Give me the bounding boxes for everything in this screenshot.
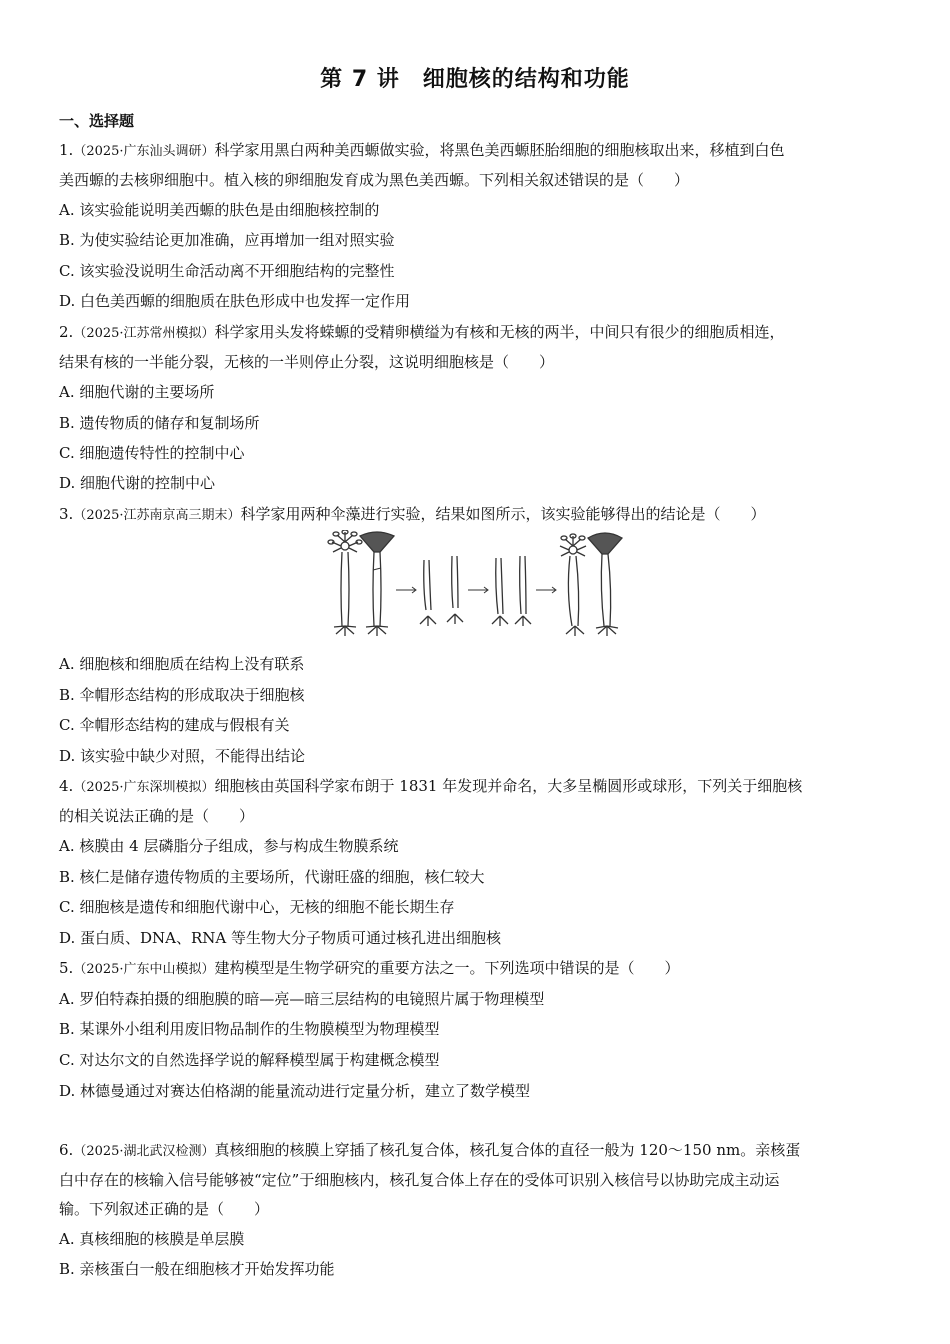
question-2-option-a: A. 细胞代谢的主要场所 bbox=[59, 383, 215, 401]
question-5-option-d: D. 林德曼通过对赛达伯格湖的能量流动进行定量分析，建立了数学模型 bbox=[59, 1082, 531, 1100]
question-2-stem: 2.（2025·江苏常州模拟）科学家用头发将蝾螈的受精卵横缢为有核和无核的两半，中间只有很少的细胞质相连， bbox=[59, 323, 785, 341]
acetabularia-figure bbox=[320, 530, 640, 642]
question-5-option-a: A. 罗伯特森拍摄的细胞膜的暗—亮—暗三层结构的电镜照片属于物理模型 bbox=[59, 990, 545, 1008]
alga-flower-cap bbox=[328, 530, 362, 636]
question-5-stem: 5.（2025·广东中山模拟）建构模型是生物学研究的重要方法之一。下列选项中错误的是（ ） bbox=[59, 959, 680, 977]
question-2-option-d: D. 细胞代谢的控制中心 bbox=[59, 474, 216, 492]
section-heading: 一、选择题 bbox=[59, 112, 135, 130]
question-3-option-c: C. 伞帽形态结构的建成与假根有关 bbox=[59, 716, 290, 734]
question-source: （2025·广东中山模拟） bbox=[73, 962, 215, 977]
question-4-option-d: D. 蛋白质、DNA、RNA 等生物大分子物质可通过核孔进出细胞核 bbox=[59, 929, 502, 947]
question-source: （2025·广东汕头调研） bbox=[73, 144, 215, 159]
question-4-stem-cont: 的相关说法正确的是（ ） bbox=[59, 807, 255, 825]
question-4-option-a: A. 核膜由 4 层磷脂分子组成，参与构成生物膜系统 bbox=[59, 837, 399, 855]
question-3-option-a: A. 细胞核和细胞质在结构上没有联系 bbox=[59, 655, 305, 673]
question-source: （2025·江苏南京高三期末） bbox=[73, 508, 241, 523]
question-2-option-c: C. 细胞遗传特性的控制中心 bbox=[59, 444, 245, 462]
question-1-stem: 1.（2025·广东汕头调研）科学家用黑白两种美西螈做实验，将黑色美西螈胚胎细胞的细胞核取出来，移植到白色 bbox=[59, 141, 785, 159]
question-1-stem-cont: 美西螈的去核卵细胞中。植入核的卵细胞发育成为黑色美西螈。下列相关叙述错误的是（ ） bbox=[59, 171, 690, 189]
question-3-option-b: B. 伞帽形态结构的形成取决于细胞核 bbox=[59, 686, 305, 704]
question-6-option-b: B. 亲核蛋白一般在细胞核才开始发挥功能 bbox=[59, 1260, 335, 1278]
question-source: （2025·广东深圳模拟） bbox=[73, 780, 215, 795]
question-3-stem: 3.（2025·江苏南京高三期末）科学家用两种伞藻进行实验，结果如图所示，该实验能够得出的结论是（ ） bbox=[59, 505, 766, 523]
question-6-stem: 6.（2025·湖北武汉检测）真核细胞的核膜上穿插了核孔复合体，核孔复合体的直径一般为 120～150 nm。亲核蛋 bbox=[59, 1141, 801, 1159]
page-title: 第 7 讲 细胞核的结构和功能 bbox=[320, 67, 630, 92]
question-4-stem: 4.（2025·广东深圳模拟）细胞核由英国科学家布朗于 1831 年发现并命名，大多呈椭圆形或球形，下列关于细胞核 bbox=[59, 777, 803, 795]
question-6-option-a: A. 真核细胞的核膜是单层膜 bbox=[59, 1230, 245, 1248]
question-1-option-d: D. 白色美西螈的细胞质在肤色形成中也发挥一定作用 bbox=[59, 292, 411, 310]
question-1-option-c: C. 该实验没说明生命活动离不开细胞结构的完整性 bbox=[59, 262, 395, 280]
question-2-stem-cont: 结果有核的一半能分裂，无核的一半则停止分裂，这说明细胞核是（ ） bbox=[59, 353, 555, 371]
alga-regenerated-flower-cap bbox=[560, 534, 586, 636]
alga-grafted-stalks bbox=[492, 556, 531, 626]
question-3-option-d: D. 该实验中缺少对照，不能得出结论 bbox=[59, 747, 306, 765]
question-6-stem-cont: 白中存在的核输入信号能够被“定位”于细胞核内，核孔复合体上存在的受体可识别入核信号以协助完成主动运 bbox=[59, 1171, 780, 1189]
question-1-option-b: B. 为使实验结论更加准确，应再增加一组对照实验 bbox=[59, 231, 395, 249]
alga-cut-stalks-1 bbox=[420, 556, 463, 626]
alga-umbrella-cap bbox=[360, 532, 394, 636]
question-2-option-b: B. 遗传物质的储存和复制场所 bbox=[59, 414, 260, 432]
question-5-option-c: C. 对达尔文的自然选择学说的解释模型属于构建概念模型 bbox=[59, 1051, 440, 1069]
question-6-stem-cont-2: 输。下列叙述正确的是（ ） bbox=[59, 1200, 270, 1218]
question-1-option-a: A. 该实验能说明美西螈的肤色是由细胞核控制的 bbox=[59, 201, 380, 219]
question-4-option-c: C. 细胞核是遗传和细胞代谢中心，无核的细胞不能长期生存 bbox=[59, 898, 455, 916]
alga-regenerated-umbrella-cap bbox=[588, 533, 622, 636]
question-4-option-b: B. 核仁是储存遗传物质的主要场所，代谢旺盛的细胞，核仁较大 bbox=[59, 868, 485, 886]
question-source: （2025·湖北武汉检测） bbox=[73, 1144, 215, 1159]
question-source: （2025·江苏常州模拟） bbox=[73, 326, 215, 341]
question-5-option-b: B. 某课外小组利用废旧物品制作的生物膜模型为物理模型 bbox=[59, 1020, 440, 1038]
